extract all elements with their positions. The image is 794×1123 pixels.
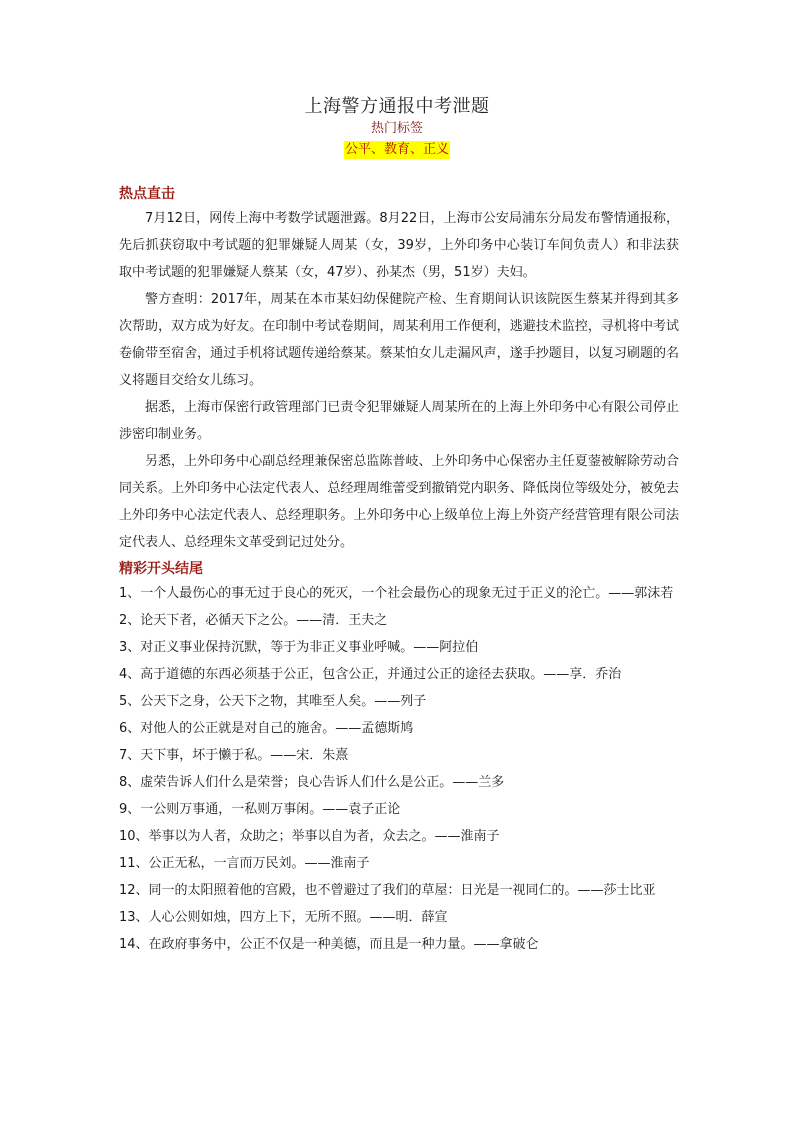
tag-highlight: 公平、教育、正义 [344,142,449,157]
quote-item: 13、人心公则如烛，四方上下，无所不照。——明．薛宣 [119,910,448,925]
quote-item: 3、对正义事业保持沉默，等于为非正义事业呼喊。——阿拉伯 [119,640,479,655]
section-heading-quotes: 精彩开头结尾 [119,561,203,577]
paragraph: 据悉，上海市保密行政管理部门已责令犯罪嫌疑人周某所在的上海上外印务中心有限公司停止涉密印制业务。 [119,400,679,442]
quote-item: 12、同一的太阳照着他的宫殿，也不曾避过了我们的草屋：日光是一视同仁的。——莎士比亚 [119,883,656,898]
document-header [0,94,794,159]
paragraph: 警方查明：2017年，周某在本市某妇幼保健院产检、生育期间认识该院医生蔡某并得到其多次帮助，双方成为好友。在印制中考试卷期间，周某利用工作便利，逃避技术监控，寻机将中考试卷偷带至宿舍，通过手机将试题传递给蔡某。蔡某怕女儿走漏风声，遂手抄题目，以复习刷题的名义将题目交给女儿练习。 [119,292,679,388]
quote-item: 4、高于道德的东西必须基于公正，包含公正，并通过公正的途径去获取。——享．乔治 [119,667,622,682]
quote-item: 2、论天下者，必循天下之公。——清．王夫之 [119,613,388,628]
document-body [119,183,679,958]
paragraph: 7月12日，网传上海中考数学试题泄露。8月22日，上海市公安局浦东分局发布警情通报称，先后抓获窃取中考试题的犯罪嫌疑人周某（女，39岁，上外印务中心装订车间负责人）和非法获取中考试题的犯罪嫌疑人蔡某（女，47岁）、孙某杰（男，51岁）夫妇。 [119,211,679,280]
page-title: 上海警方通报中考泄题 [304,96,490,117]
section-heading-hot-topic: 热点直击 [119,186,175,202]
subtitle: 热门标签 [370,121,423,136]
quote-item: 10、举事以为人者，众助之；举事以自为者，众去之。——淮南子 [119,829,500,844]
quote-item: 5、公天下之身，公天下之物，其唯至人矣。——列子 [119,694,427,709]
quote-item: 14、在政府事务中，公正不仅是一种美德，而且是一种力量。——拿破仑 [119,937,539,952]
quote-item: 8、虚荣告诉人们什么是荣誉；良心告诉人们什么是公正。——兰多 [119,775,505,790]
quote-item: 7、天下事，坏于懒于私。——宋．朱熹 [119,748,349,763]
quote-item: 9、一公则万事通，一私则万事闲。——袁子正论 [119,802,401,817]
paragraph: 另悉，上外印务中心副总经理兼保密总监陈普岐、上外印务中心保密办主任夏蓥被解除劳动合同关系。上外印务中心法定代表人、总经理周维蕾受到撤销党内职务、降低岗位等级处分，被免去上外印务中心法定代表人、总经理职务。上外印务中心上级单位上海上外资产经营管理有限公司法定代表人、总经理朱文革受到记过处分。 [119,454,679,550]
quote-item: 6、对他人的公正就是对自己的施舍。——孟德斯鸠 [119,721,414,736]
quote-item: 1、一个人最伤心的事无过于良心的死灭，一个社会最伤心的现象无过于正义的沦亡。——郭沫若 [119,586,674,601]
quote-item: 11、公正无私，一言而万民刘。——淮南子 [119,856,370,871]
